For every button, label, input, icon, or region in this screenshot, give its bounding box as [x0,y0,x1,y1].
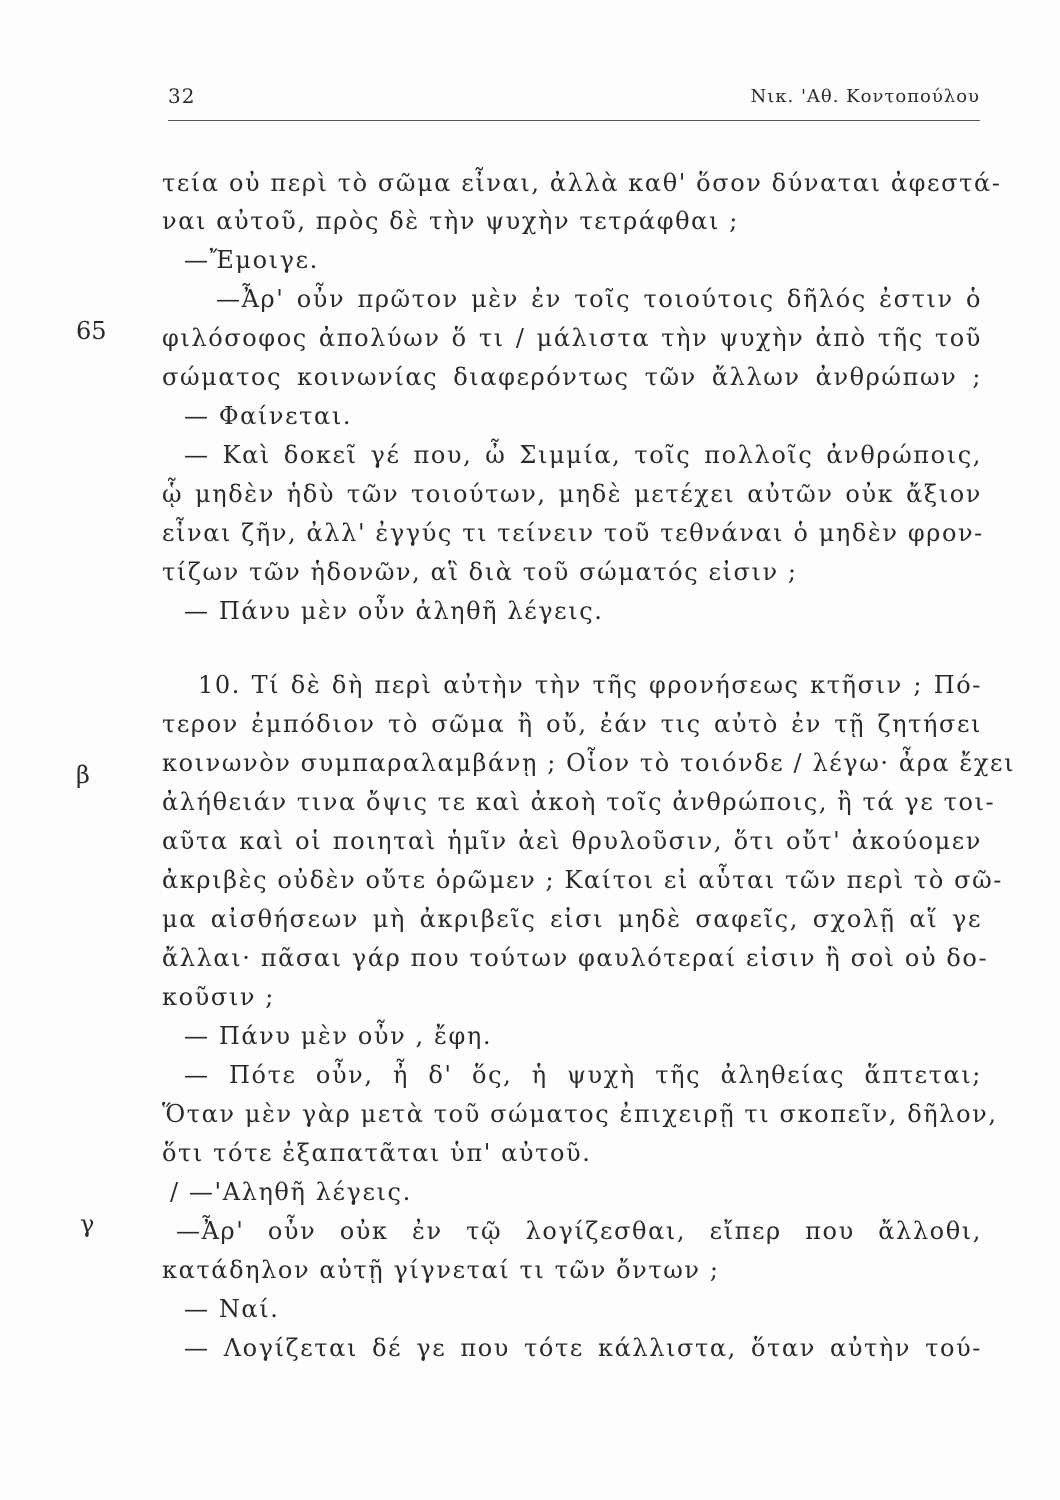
header-rule [168,120,980,121]
text-line: — Πάνυ μὲν οὖν ἀληθῆ λέγεις. [184,597,604,625]
text-line: — Πάνυ μὲν οὖν , ἔφη. [184,1022,493,1050]
text-line: — Ναί. [184,1295,280,1323]
text-line: ὅτι τότε ἐξαπατᾶται ὑπ' αὐτοῦ. [162,1139,592,1167]
text-line: τερον ἐμπόδιον τὸ σῶμα ἢ οὔ, ἐάν τις αὐτὸ ἐν τῇ ζητήσει [162,710,982,738]
text-line: ἀκριβὲς οὐδὲν οὔτε ὁρῶμεν ; Καίτοι εἰ αὗται τῶν περὶ τὸ σῶ- [162,866,1003,894]
text-line: ἄλλαι· πᾶσαι γάρ που τούτων φαυλότεραί εἰσιν ἢ σοὶ οὐ δο- [162,944,989,972]
text-line: κοινωνὸν συμπαραλαμβάνῃ ; Οἷον τὸ τοιόνδε / λέγω· ἆρα ἔχει [162,749,1016,777]
margin-section-gamma: γ [80,1210,95,1238]
text-line: τεία οὐ περὶ τὸ σῶμα εἶναι, ἀλλὰ καθ' ὅσον δύναται ἀφεστά- [162,169,1002,197]
text-line: — Καὶ δοκεῖ γέ που, ὦ Σιμμία, τοῖς πολλοῖς ἀνθρώποις, [184,441,982,469]
text-line: — Λογίζεται δέ γε που τότε κάλλιστα, ὅταν αὐτὴν τού- [184,1334,982,1362]
text-line: αῦτα καὶ οἱ ποιηταὶ ἡμῖν ἀεὶ θρυλοῦσιν, ὅτι οὔτ' ἀκούομεν [162,827,982,855]
page-number: 32 [168,84,196,108]
text-line: ᾧ μηδὲν ἡδὺ τῶν τοιούτων, μηδὲ μετέχει αὐτῶν οὐκ ἄξιον [162,480,982,508]
text-line: — Φαίνεται. [184,402,353,430]
text-line: — Πότε οὖν, ἦ δ' ὅς, ἡ ψυχὴ τῆς ἀληθείας ἅπτεται; [184,1061,982,1089]
text-line: τίζων τῶν ἡδονῶν, αἳ διὰ τοῦ σώματός εἰσιν ; [162,558,798,586]
text-line: μα αἰσθήσεων μὴ ἀκριβεῖς εἰσι μηδὲ σαφεῖς, σχολῇ αἵ γε [162,905,982,933]
running-head: Νικ. 'Αθ. Κοντοπούλου [750,86,980,107]
text-line: σώματος κοινωνίας διαφερόντως τῶν ἄλλων ἀνθρώπων ; [162,363,982,391]
text-line: εἶναι ζῆν, ἀλλ' ἐγγύς τι τείνειν τοῦ τεθνάναι ὁ μηδὲν φρον- [162,519,984,547]
text-line: κοῦσιν ; [162,983,275,1011]
text-line: —Ἆρ' οὖν οὐκ ἐν τῷ λογίζεσθαι, εἴπερ που ἄλλοθι, [176,1217,982,1245]
text-line: —Ἔμοιγε. [184,246,319,274]
text-line: ναι αὐτοῦ, πρὸς δὲ τὴν ψυχὴν τετράφθαι ; [162,207,739,235]
text-line: —Ἆρ' οὖν πρῶτον μὲν ἐν τοῖς τοιούτοις δῆλός ἐστιν ὁ [216,285,982,313]
section-start-line: 10. Τί δὲ δὴ περὶ αὐτὴν τὴν τῆς φρονήσεως κτῆσιν ; Πό- [198,671,982,699]
text-line: ἀλήθειάν τινα ὄψις τε καὶ ἀκοὴ τοῖς ἀνθρώποις, ἢ τά γε τοι- [162,788,996,816]
text-line: / —'Αληθῆ λέγεις. [170,1178,412,1206]
margin-section-beta: β [76,761,90,789]
text-line: κατάδηλον αὐτῇ γίγνεταί τι τῶν ὄντων ; [162,1256,720,1284]
page-header [168,84,980,120]
text-line: φιλόσοφος ἀπολύων ὅ τι / μάλιστα τὴν ψυχὴν ἀπὸ τῆς τοῦ [162,324,982,352]
text-line: Ὅταν μὲν γὰρ μετὰ τοῦ σώματος ἐπιχειρῇ τι σκοπεῖν, δῆλον, [162,1100,998,1128]
margin-line-number: 65 [76,317,107,345]
